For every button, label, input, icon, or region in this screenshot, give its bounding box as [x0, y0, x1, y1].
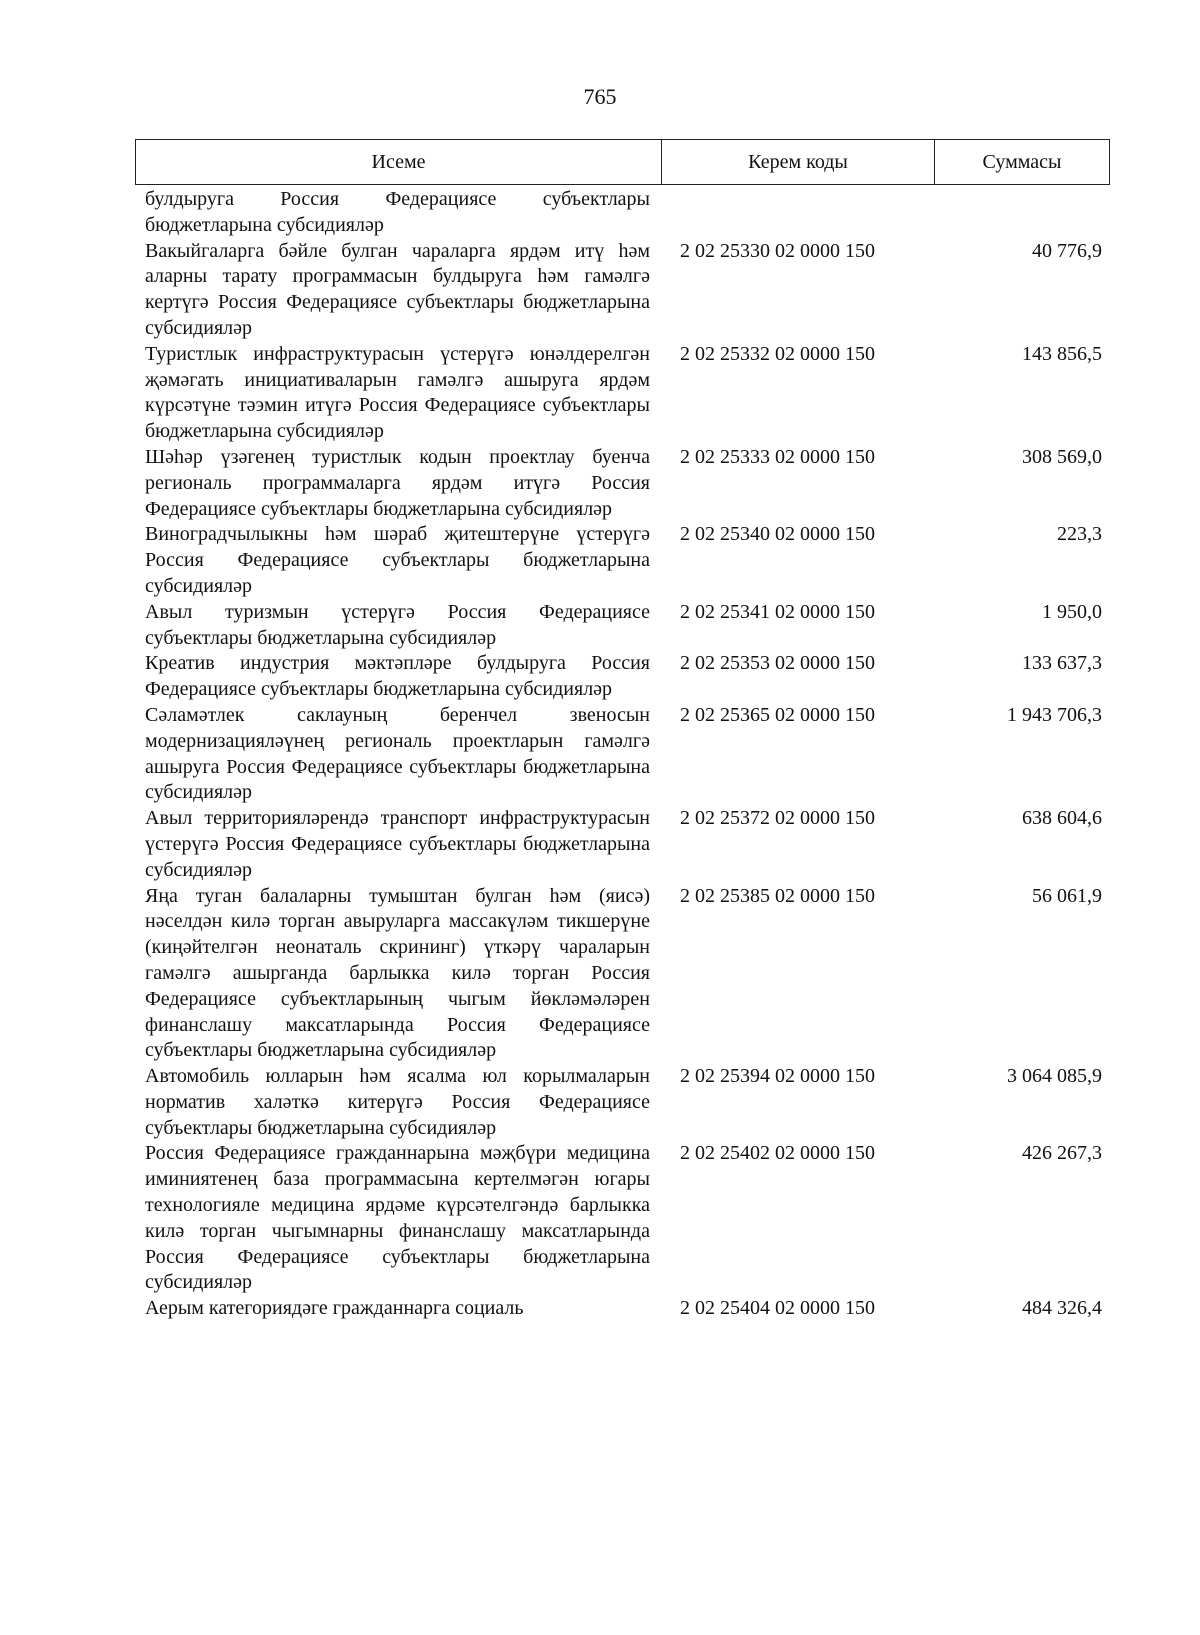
page-number: 765 — [583, 84, 617, 109]
row-name: Автомобиль юлларын һәм ясалма юл корылмаларын норматив халәткә китерүгә Россия Федерациясе субъектлары бюджетларына субсидияләр — [145, 1065, 650, 1139]
header-name: Исеме — [136, 140, 662, 184]
row-code: 2 02 25365 02 0000 150 — [680, 703, 875, 726]
table-row — [0, 239, 1200, 342]
table-row — [0, 445, 1200, 522]
header-code: Керем коды — [662, 140, 935, 184]
row-code: 2 02 25330 02 0000 150 — [680, 239, 875, 262]
row-code: 2 02 25404 02 0000 150 — [680, 1297, 875, 1320]
row-sum: 1 943 706,3 — [1007, 703, 1102, 726]
table-row — [0, 522, 1200, 599]
row-sum: 40 776,9 — [1032, 239, 1102, 262]
row-code: 2 02 25340 02 0000 150 — [680, 523, 875, 546]
row-name: Яңа туган балаларны тумыштан булган һәм (яисә) нәселдән килә торган авыруларга массакүләм тикшерүне (киңәйтелгән неонаталь скрининг) үткәрү чараларын гамәлгә ашырганда барлыкка килә торган Россия Федерациясе субъектларының чыгым йөкләмәләрен финанслашу максатларында Россия Федерациясе субъектлары бюджетларына субсидияләр — [145, 884, 650, 1062]
row-name: Туристлык инфраструктурасын үстерүгә юнәлдерелгән җәмәгать инициативаларын гамәлгә ашыруга ярдәм күрсәтүне тәэмин итүгә Россия Федерациясе субъектлары бюджетларына субсидияләр — [145, 342, 650, 443]
row-name: Виноградчылыкны һәм шәраб җитештерүне үстерүгә Россия Федерациясе субъектлары бюджетларына субсидияләр — [145, 523, 650, 597]
row-name: Россия Федерациясе гражданнарына мәҗбүри медицина иминиятенең база программасына кертелмәгән югары технологияле медицина ярдәме күрсәтелгәндә барлыкка килә торган чыгымнарны финанслашу максатларында Россия Федерациясе субъектлары бюджетларына субсидияләр — [145, 1142, 650, 1294]
row-name: Вакыйгаларга бәйле булган чараларга ярдәм итү һәм аларны тарату программасын булдыруга һәм гамәлгә кертүгә Россия Федерациясе субъектлары бюджетларына субсидияләр — [145, 239, 650, 339]
row-code: 2 02 25341 02 0000 150 — [680, 600, 875, 623]
row-sum: 426 267,3 — [1022, 1142, 1102, 1165]
row-sum: 3 064 085,9 — [1007, 1065, 1102, 1088]
table-row — [0, 600, 1200, 652]
row-sum: 484 326,4 — [1022, 1297, 1102, 1320]
row-code: 2 02 25372 02 0000 150 — [680, 807, 875, 830]
table-row — [0, 651, 1200, 703]
row-name: Авыл туризмын үстерүгә Россия Федерациясе субъектлары бюджетларына субсидияләр — [145, 600, 650, 649]
row-code: 2 02 25333 02 0000 150 — [680, 445, 875, 468]
row-code: 2 02 25332 02 0000 150 — [680, 342, 875, 365]
row-name: Аерым категориядәге гражданнарга социаль — [145, 1297, 524, 1320]
row-code: 2 02 25402 02 0000 150 — [680, 1142, 875, 1165]
table-row — [0, 703, 1200, 806]
row-name: Шәһәр үзәгенең туристлык кодын проектлау буенча региональ программаларга ярдәм итүгә Россия Федерациясе субъектлары бюджетларына субсидияләр — [145, 445, 650, 520]
table-row — [0, 884, 1200, 1065]
row-name: Креатив индустрия мәктәпләре булдыруга Россия Федерациясе субъектлары бюджетларына субсидияләр — [145, 652, 650, 701]
row-sum: 143 856,5 — [1022, 342, 1102, 365]
table-row — [0, 806, 1200, 883]
row-sum: 638 604,6 — [1022, 807, 1102, 830]
table-row — [0, 1141, 1200, 1296]
table-row — [0, 1296, 1200, 1322]
row-sum: 223,3 — [1057, 523, 1102, 546]
row-name: булдыруга Россия Федерациясе субъектлары бюджетларына субсидияләр — [145, 188, 650, 236]
row-sum: 1 950,0 — [1042, 600, 1102, 623]
row-sum: 308 569,0 — [1022, 445, 1102, 468]
table-row — [0, 187, 1200, 239]
row-code: 2 02 25385 02 0000 150 — [680, 884, 875, 907]
table-header — [135, 139, 1110, 185]
row-sum: 133 637,3 — [1022, 652, 1102, 675]
row-code: 2 02 25353 02 0000 150 — [680, 652, 875, 675]
table-body — [0, 187, 1200, 1322]
table-row — [0, 342, 1200, 445]
row-sum: 56 061,9 — [1032, 884, 1102, 907]
row-code: 2 02 25394 02 0000 150 — [680, 1065, 875, 1088]
row-name: Сәламәтлек саклауның беренчел звеносын модернизацияләүнең региональ проектларын гамәлгә ашыруга Россия Федерациясе субъектлары бюджетларына субсидияләр — [145, 703, 650, 804]
table-row — [0, 1064, 1200, 1141]
header-sum: Суммасы — [982, 150, 1062, 173]
row-name: Авыл территорияләрендә транспорт инфраструктурасын үстерүгә Россия Федерациясе субъектлары бюджетларына субсидияләр — [145, 807, 650, 881]
